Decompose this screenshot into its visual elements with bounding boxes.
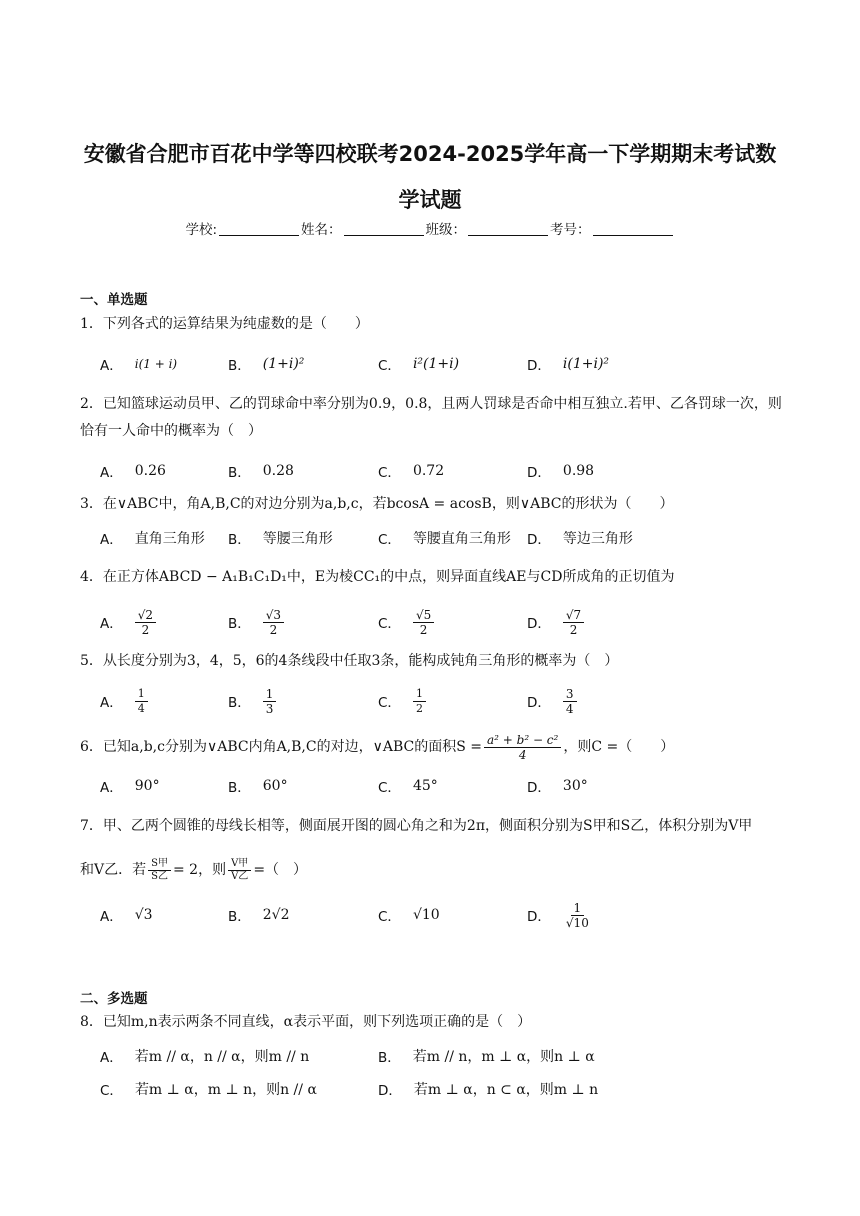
option-b[interactable]: B． 0.28 xyxy=(228,463,294,481)
option-c[interactable]: C． 若m ⊥ α，m ⊥ n，则n // α xyxy=(100,1073,317,1105)
option-text: 90° xyxy=(134,778,160,794)
area-fraction: $\frac{\text{a² + b² − c²}}{4}$ xyxy=(484,733,561,762)
option-b[interactable]: B． 等腰三角形 xyxy=(228,522,333,554)
fraction: $\frac{√2}{2}$ xyxy=(135,608,156,637)
exam-no-blank[interactable] xyxy=(593,221,673,236)
exam-title-line1: 安徽省合肥市百花中学等四校联考2024-2025学年高一下学期期末考试数 xyxy=(83,142,777,166)
name-blank[interactable] xyxy=(344,221,424,236)
option-b[interactable]: B． 60° xyxy=(228,778,288,796)
option-d[interactable]: D． 若m ⊥ α，n ⊂ α，则m ⊥ n xyxy=(378,1073,598,1105)
v-ratio-fraction: $\frac{\text{V甲}}{\text{V乙}}$ xyxy=(228,858,251,883)
fraction: $\frac{√5}{2}$ xyxy=(413,608,434,637)
option-a[interactable]: A． 若m // α，n // α，则m // n xyxy=(100,1040,309,1072)
option-text: 0.98 xyxy=(562,463,595,479)
question-3-options xyxy=(100,522,800,554)
option-d[interactable]: D． 等边三角形 xyxy=(527,522,633,554)
option-a[interactable]: A． i(1 + i) xyxy=(100,357,178,374)
fraction: $\frac{1}{√10}$ xyxy=(565,900,589,930)
option-a[interactable]: A． $\frac{√2}{2}$ xyxy=(100,606,156,638)
option-text: i(1+i)² xyxy=(562,356,610,372)
option-text: i²(1+i) xyxy=(412,356,460,372)
option-text: 若m // n，m ⊥ α，则n ⊥ α xyxy=(412,1049,595,1065)
option-b[interactable]: B． $\frac{√3}{2}$ xyxy=(228,606,284,638)
option-b[interactable]: B． 若m // n，m ⊥ α，则n ⊥ α xyxy=(378,1040,595,1072)
fraction: $\frac{3}{4}$ xyxy=(563,687,577,716)
school-label: 学校: xyxy=(185,222,218,238)
option-a[interactable]: A． 90° xyxy=(100,778,160,796)
school-blank[interactable] xyxy=(219,221,299,236)
question-5-stem: 5．从长度分别为3，4，5，6的4条线段中任取3条，能构成钝角三角形的概率为（ ） xyxy=(80,653,619,669)
question-4-options xyxy=(100,606,800,638)
option-d[interactable]: D． 0.98 xyxy=(527,463,595,481)
class-label: 班级： xyxy=(425,222,467,238)
option-text: 60° xyxy=(262,778,288,794)
option-text: 等边三角形 xyxy=(562,531,633,547)
option-d[interactable]: D． 30° xyxy=(527,778,588,796)
student-info-line xyxy=(0,218,860,238)
section-heading-multi: 二、多选题 xyxy=(80,991,148,1007)
question-7-stem-line2: 和V乙．若 $\frac{\text{S甲}}{\text{S乙}}$ = 2，则 $\frac{\text{V甲}}{\text{V乙}}$ =（ ） xyxy=(80,857,308,882)
fraction: $\frac{√7}{2}$ xyxy=(563,608,584,637)
name-label: 姓名： xyxy=(301,222,342,238)
fraction: $\frac{1}{4}$ xyxy=(135,687,148,716)
option-text: 0.72 xyxy=(412,463,445,479)
question-8-options-row2 xyxy=(100,1073,800,1105)
option-c[interactable]: C． i²(1+i) xyxy=(378,356,460,374)
fraction: $\frac{√3}{2}$ xyxy=(263,608,284,637)
question-1-stem: 1．下列各式的运算结果为纯虚数的是（ ） xyxy=(80,316,369,332)
fraction: $\frac{1}{2}$ xyxy=(413,687,426,716)
question-5-options xyxy=(100,685,800,717)
option-text: 0.26 xyxy=(134,463,166,479)
option-c[interactable]: C． 0.72 xyxy=(378,463,445,481)
option-c[interactable]: C． $\frac{1}{2}$ xyxy=(378,685,426,717)
option-d[interactable]: D． i(1+i)² xyxy=(527,356,610,374)
option-c[interactable]: C． 45° xyxy=(378,778,438,796)
question-6-stem: 6．已知a,b,c分别为∨ABC内角A,B,C的对边，∨ABC的面积S = $\frac{\text{a² + b² − c²}}{4}$ ，则C =（ ） xyxy=(80,732,675,762)
question-7-stem-line1: 7．甲、乙两个圆锥的母线长相等，侧面展开图的圆心角之和为2π，侧面积分别为S甲和S乙，体积分别为V甲 xyxy=(80,818,753,834)
section-heading-single: 一、单选题 xyxy=(80,292,148,308)
option-text: 若m ⊥ α，m ⊥ n，则n // α xyxy=(134,1082,317,1098)
option-text: 等腰直角三角形 xyxy=(412,531,511,547)
option-text: i(1 + i) xyxy=(134,357,178,371)
option-text: (1+i)² xyxy=(262,356,305,372)
option-text: √3 xyxy=(134,907,153,923)
option-text: 0.28 xyxy=(262,463,294,479)
option-d[interactable]: D． $\frac{1}{√10}$ xyxy=(527,899,592,931)
question-3-stem: 3．在∨ABC中，角A,B,C的对边分别为a,b,c，若bcosA = acosB，则∨ABC的形状为（ ） xyxy=(80,496,674,512)
question-1-options xyxy=(100,348,800,380)
option-a[interactable]: A． 0.26 xyxy=(100,463,166,481)
option-b[interactable]: B． $\frac{1}{3}$ xyxy=(228,685,276,717)
option-text: 45° xyxy=(412,778,438,794)
exam-title-line2: 学试题 xyxy=(398,188,462,212)
option-b[interactable]: B． (1+i)² xyxy=(228,356,305,374)
question-4-stem: 4．在正方体ABCD − A₁B₁C₁D₁中，E为棱CC₁的中点，则异面直线AE与CD所成角的正切值为 xyxy=(80,569,675,585)
question-8-stem: 8．已知m,n表示两条不同直线，α表示平面，则下列选项正确的是（ ） xyxy=(80,1014,532,1030)
question-8-options-row1 xyxy=(100,1040,800,1072)
option-text: 直角三角形 xyxy=(134,531,205,547)
option-c[interactable]: C． 等腰直角三角形 xyxy=(378,522,511,554)
option-text: 2√2 xyxy=(262,907,290,923)
s-ratio-fraction: $\frac{\text{S甲}}{\text{S乙}}$ xyxy=(148,858,171,883)
question-7-options xyxy=(100,899,800,931)
class-blank[interactable] xyxy=(468,221,548,236)
fraction: $\frac{1}{3}$ xyxy=(263,687,277,716)
option-a[interactable]: A． 直角三角形 xyxy=(100,522,205,554)
option-d[interactable]: D． $\frac{3}{4}$ xyxy=(527,685,577,717)
option-a[interactable]: A． √3 xyxy=(100,907,153,925)
option-text: 30° xyxy=(562,778,588,794)
question-2-options xyxy=(100,455,800,487)
option-text: 若m // α，n // α，则m // n xyxy=(134,1049,310,1065)
option-text: 等腰三角形 xyxy=(262,531,333,547)
option-text: 若m ⊥ α，n ⊂ α，则m ⊥ n xyxy=(413,1082,599,1098)
exam-no-label: 考号： xyxy=(550,222,591,238)
option-d[interactable]: D． $\frac{√7}{2}$ xyxy=(527,606,584,638)
option-b[interactable]: B． 2√2 xyxy=(228,907,290,925)
option-c[interactable]: C． √10 xyxy=(378,907,440,925)
question-6-options xyxy=(100,770,800,802)
option-c[interactable]: C． $\frac{√5}{2}$ xyxy=(378,606,434,638)
option-a[interactable]: A． $\frac{1}{4}$ xyxy=(100,685,148,717)
option-text: √10 xyxy=(412,907,440,923)
question-2-stem: 2．已知篮球运动员甲、乙的罚球命中率分别为0.9，0.8，且两人罚球是否命中相互独立.若甲、乙各罚球一次，则恰有一人命中的概率为（ ） xyxy=(80,396,782,439)
